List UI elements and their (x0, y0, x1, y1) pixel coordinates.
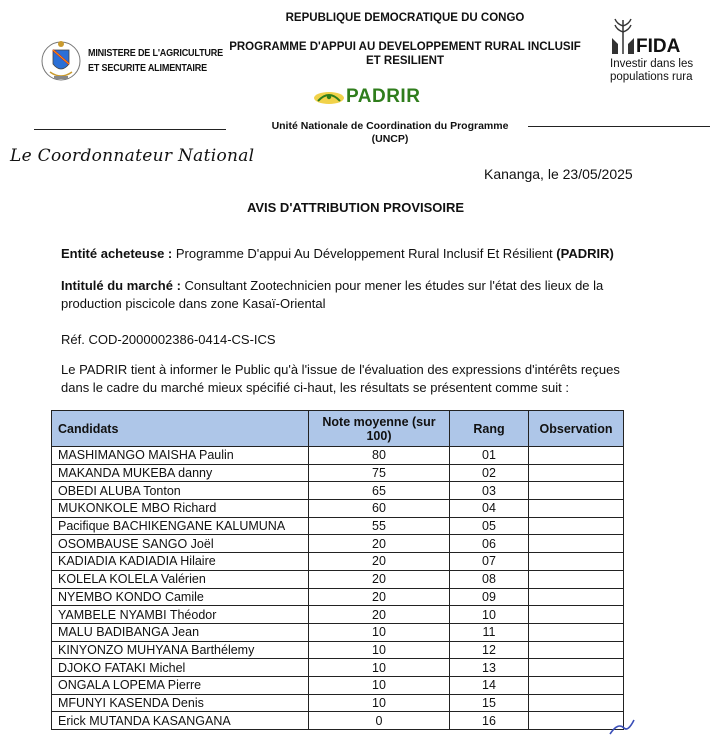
candidate-observation (529, 535, 624, 553)
programme-title-line1: PROGRAMME D'APPUI AU DEVELOPPEMENT RURAL INCLUSIF (229, 41, 581, 53)
candidate-name: KOLELA KOLELA Valérien (52, 570, 309, 588)
fida-tagline-line1: Investir dans les (610, 58, 694, 70)
buyer-entity (61, 245, 651, 263)
candidate-name: OBEDI ALUBA Tonton (52, 482, 309, 500)
fida-tagline (610, 58, 693, 84)
table-row (52, 500, 624, 518)
candidate-score: 55 (309, 517, 450, 535)
candidate-rank: 11 (450, 623, 529, 641)
table-row (52, 712, 624, 730)
candidate-rank: 09 (450, 588, 529, 606)
fida-wordmark: FIDA (636, 36, 681, 57)
table-row (52, 517, 624, 535)
candidate-score: 20 (309, 588, 450, 606)
candidate-score: 10 (309, 641, 450, 659)
table-row (52, 659, 624, 677)
candidate-score: 10 (309, 659, 450, 677)
candidate-rank: 07 (450, 553, 529, 571)
header-center (220, 12, 590, 68)
candidate-score: 0 (309, 712, 450, 730)
programme-title (220, 40, 590, 68)
market-title (61, 277, 651, 312)
candidate-score: 20 (309, 553, 450, 571)
candidate-observation (529, 588, 624, 606)
candidate-score: 10 (309, 623, 450, 641)
candidate-name: Pacifique BACHIKENGANE KALUMUNA (52, 517, 309, 535)
candidate-name: NYEMBO KONDO Camile (52, 588, 309, 606)
fida-wheat-icon (610, 16, 636, 56)
padrir-wordmark: PADRIR (346, 86, 421, 107)
results-table-header (52, 411, 624, 447)
candidate-observation (529, 500, 624, 518)
candidate-rank: 15 (450, 694, 529, 712)
candidate-rank: 02 (450, 464, 529, 482)
table-row (52, 570, 624, 588)
candidate-observation (529, 447, 624, 465)
candidate-score: 75 (309, 464, 450, 482)
candidate-rank: 01 (450, 447, 529, 465)
table-row (52, 606, 624, 624)
buyer-entity-label: Entité acheteuse : (61, 246, 173, 261)
candidate-rank: 03 (450, 482, 529, 500)
col-candidates: Candidats (52, 411, 309, 447)
col-score: Note moyenne (sur 100) (309, 411, 450, 447)
drc-coat-of-arms-icon (40, 28, 82, 94)
padrir-logo (312, 86, 420, 108)
divider-right (528, 126, 710, 127)
candidate-rank: 04 (450, 500, 529, 518)
candidate-score: 65 (309, 482, 450, 500)
table-row (52, 535, 624, 553)
candidate-name: MAKANDA MUKEBA danny (52, 464, 309, 482)
candidate-rank: 16 (450, 712, 529, 730)
candidate-observation (529, 517, 624, 535)
results-table (51, 410, 624, 730)
candidate-rank: 13 (450, 659, 529, 677)
coordination-unit (240, 120, 540, 146)
table-row (52, 694, 624, 712)
table-row (52, 641, 624, 659)
candidate-rank: 14 (450, 676, 529, 694)
results-table-body (52, 447, 624, 730)
candidate-score: 80 (309, 447, 450, 465)
candidate-name: OSOMBAUSE SANGO Joël (52, 535, 309, 553)
candidate-observation (529, 676, 624, 694)
buyer-entity-value: Programme D'appui Au Développement Rural Inclusif Et Résilient (175, 246, 553, 261)
candidate-observation (529, 606, 624, 624)
candidate-score: 10 (309, 676, 450, 694)
document-date: Kananga, le 23/05/2025 (484, 166, 633, 182)
divider-left (34, 129, 226, 130)
table-row (52, 482, 624, 500)
table-row (52, 464, 624, 482)
table-row (52, 623, 624, 641)
padrir-emblem-icon (312, 89, 346, 105)
intro-paragraph: Le PADRIR tient à informer le Public qu'à l'issue de l'évaluation des expressions d'intérêts reçues dans le cadre du marché mieux spécifié ci-haut, les résultats se présentent comme suit : (61, 362, 620, 395)
candidate-rank: 10 (450, 606, 529, 624)
candidate-observation (529, 570, 624, 588)
candidate-name: MUKONKOLE MBO Richard (52, 500, 309, 518)
programme-title-line2: ET RESILIENT (366, 55, 444, 67)
market-title-value: Consultant Zootechnicien pour mener les études sur l'état des lieux de la production piscicole dans zone Kasaï-Oriental (61, 278, 604, 311)
col-observation: Observation (529, 411, 624, 447)
candidate-observation (529, 553, 624, 571)
signature-mark-icon (608, 718, 638, 736)
candidate-rank: 12 (450, 641, 529, 659)
candidate-score: 20 (309, 606, 450, 624)
candidate-observation (529, 464, 624, 482)
candidate-name: MASHIMANGO MAISHA Paulin (52, 447, 309, 465)
candidate-score: 60 (309, 500, 450, 518)
candidate-observation (529, 659, 624, 677)
republic-title: REPUBLIQUE DEMOCRATIQUE DU CONGO (285, 12, 525, 24)
fida-tagline-line2: populations rura (610, 71, 693, 83)
candidate-score: 20 (309, 535, 450, 553)
reference-number: Réf. COD-2000002386-0414-CS-ICS (61, 332, 276, 347)
table-row (52, 553, 624, 571)
ministry-name-line2: ET SECURITE ALIMENTAIRE (88, 62, 207, 74)
candidate-rank: 05 (450, 517, 529, 535)
coordination-unit-line2: (UNCP) (371, 133, 409, 145)
candidate-score: 20 (309, 570, 450, 588)
candidate-rank: 06 (450, 535, 529, 553)
table-row (52, 447, 624, 465)
candidate-observation (529, 482, 624, 500)
candidate-name: MFUNYI KASENDA Denis (52, 694, 309, 712)
candidate-name: ONGALA LOPEMA Pierre (52, 676, 309, 694)
table-row (52, 588, 624, 606)
coordination-unit-line1: Unité Nationale de Coordination du Programme (271, 120, 509, 132)
candidate-name: YAMBELE NYAMBI Théodor (52, 606, 309, 624)
candidate-observation (529, 694, 624, 712)
candidate-observation (529, 623, 624, 641)
market-title-label: Intitulé du marché : (61, 278, 181, 293)
ministry-block (40, 28, 223, 98)
candidate-name: MALU BADIBANGA Jean (52, 623, 309, 641)
buyer-entity-acronym: (PADRIR) (556, 246, 614, 261)
notice-title: AVIS D'ATTRIBUTION PROVISOIRE (246, 200, 465, 215)
table-row (52, 676, 624, 694)
candidate-name: Erick MUTANDA KASANGANA (52, 712, 309, 730)
coordinator-title: Le Coordonnateur National (10, 146, 255, 166)
candidate-rank: 08 (450, 570, 529, 588)
candidate-score: 10 (309, 694, 450, 712)
candidate-name: DJOKO FATAKI Michel (52, 659, 309, 677)
candidate-name: KINYONZO MUHYANA Barthélemy (52, 641, 309, 659)
candidate-name: KADIADIA KADIADIA Hilaire (52, 553, 309, 571)
ministry-name-line1: MINISTERE DE L'AGRICULTURE (88, 47, 223, 59)
col-rank: Rang (450, 411, 529, 447)
candidate-observation (529, 641, 624, 659)
